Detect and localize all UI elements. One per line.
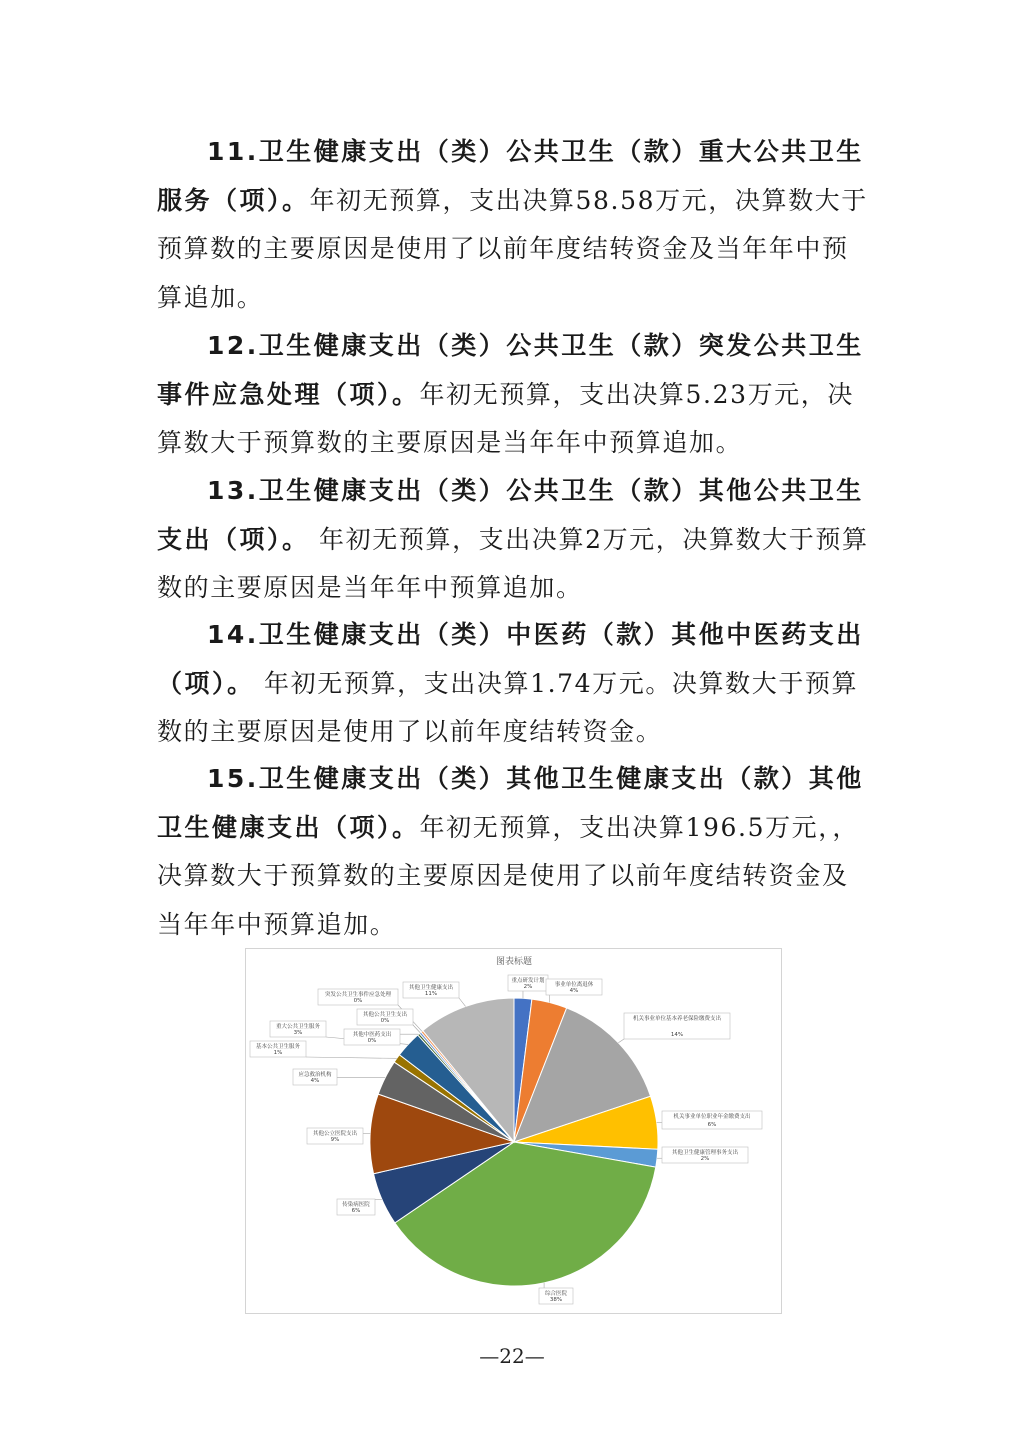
paragraph-lead: 14.卫生健康支出（类）中医药（款）其他中医药支出（项）。 <box>157 620 864 698</box>
data-label-percent: 2% <box>700 1156 710 1162</box>
data-label-name: 基本公共卫生服务 <box>255 1044 301 1050</box>
data-label-percent: 3% <box>293 1030 303 1036</box>
data-label-name: 机关事业单位职业年金缴费支出 <box>673 1114 751 1120</box>
paragraph-14 <box>157 611 869 757</box>
data-label-percent: 1% <box>273 1050 283 1056</box>
leader-line <box>618 1039 624 1043</box>
data-label-percent: 6% <box>707 1122 717 1128</box>
paragraph-13 <box>157 467 869 613</box>
pie-chart-frame <box>245 948 782 1314</box>
data-label-name: 其他公共卫生支出 <box>362 1012 408 1018</box>
data-label-percent: 4% <box>310 1078 320 1084</box>
data-label-percent: 14% <box>670 1032 684 1038</box>
paragraph-body: 年初无预算，支出决算5.23万元，决算数大于预算数的主要原因是当年年中预算追加。 <box>157 379 854 457</box>
paragraph-body: 年初无预算，支出决算1.74万元。决算数大于预算数的主要原因是使用了以前年度结转资金。 <box>157 668 859 746</box>
paragraph-11 <box>157 128 869 322</box>
data-label-percent: 0% <box>367 1038 377 1044</box>
pie-chart <box>246 949 783 1315</box>
data-label-percent: 9% <box>330 1137 340 1143</box>
leader-line <box>413 1025 420 1033</box>
data-label-percent: 0% <box>380 1018 390 1024</box>
data-label-name: 传染病医院 <box>342 1202 370 1208</box>
leader-line <box>306 1057 397 1058</box>
paragraph-lead: 15.卫生健康支出（类）其他卫生健康支出（款）其他卫生健康支出（项）。 <box>157 764 864 842</box>
leader-line <box>459 998 466 1006</box>
chart-title: 图表标题 <box>495 957 533 967</box>
data-label-percent: 4% <box>569 988 579 994</box>
page-number: —22— <box>479 1344 545 1368</box>
data-label-name: 其他卫生健康支出 <box>408 985 454 991</box>
data-label-name: 机关事业单位基本养老保险缴费支出 <box>632 1016 722 1022</box>
data-label-percent: 6% <box>351 1208 361 1214</box>
data-label-name: 其他中医药支出 <box>352 1032 392 1038</box>
paragraph-lead: 12.卫生健康支出（类）公共卫生（款）突发公共卫生事件应急处理（项）。 <box>157 331 864 409</box>
data-label-name: 其他卫生健康管理事务支出 <box>671 1150 739 1156</box>
data-label-percent: 2% <box>523 984 533 990</box>
data-label-name: 重点研发计划 <box>511 978 545 984</box>
data-label-percent: 0% <box>353 998 363 1004</box>
paragraph-12 <box>157 322 869 468</box>
paragraph-body: 年初无预算，支出决算58.58万元，决算数大于预算数的主要原因是使用了以前年度结转资金及当年年中预算追加。 <box>157 185 868 312</box>
data-label-name: 重大公共卫生服务 <box>275 1024 321 1030</box>
paragraph-15 <box>157 755 869 949</box>
data-label-name: 突发公共卫生事件应急处理 <box>324 992 392 998</box>
data-label-name: 综合医院 <box>544 1291 568 1297</box>
paragraph-lead: 11.卫生健康支出（类）公共卫生（款）重大公共卫生服务（项）。 <box>157 137 864 215</box>
paragraph-body: 年初无预算，支出决算196.5万元，，决算数大于预算数的主要原因是使用了以前年度结转资金及当年年中预算追加。 <box>157 812 859 939</box>
data-label-name: 其他公立医院支出 <box>312 1131 358 1137</box>
data-label-percent: 38% <box>549 1297 563 1303</box>
paragraph-body: 年初无预算，支出决算2万元，决算数大于预算数的主要原因是当年年中预算追加。 <box>157 524 869 602</box>
data-label-name: 应急救治机构 <box>298 1072 332 1078</box>
paragraph-lead: 13.卫生健康支出（类）公共卫生（款）其他公共卫生支出（项）。 <box>157 476 864 554</box>
data-label-name: 事业单位离退休 <box>554 982 594 988</box>
data-label-percent: 11% <box>424 991 438 997</box>
